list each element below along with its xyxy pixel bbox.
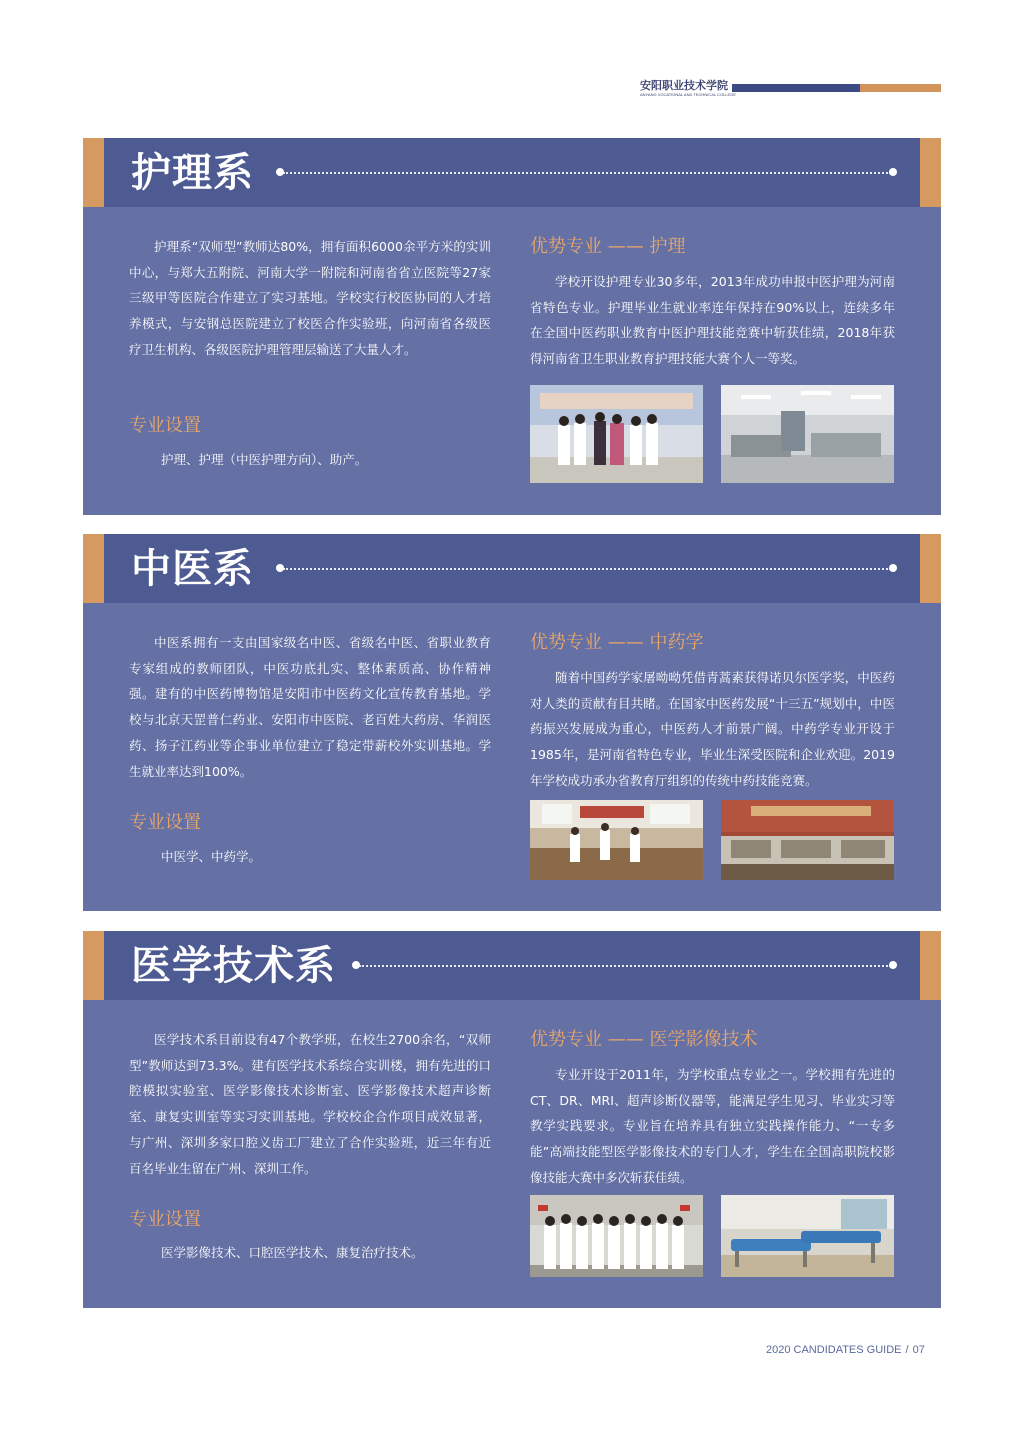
footer-guide-label: 2020 CANDIDATES GUIDE [766, 1344, 902, 1356]
feature-text: 学校开设护理专业30多年，2013年成功申报中医护理为河南省特色专业。护理毕业生就业率连年保持在90%以上，连续多年在全国中医药职业教育中医护理技能竞赛中斩获佳绩，2018年获得河南省卫生职业教育护理技能大赛个人一等奖。 [530, 274, 895, 367]
header-stripe-right [920, 138, 941, 207]
dotted-divider [359, 965, 891, 967]
feature-heading: 优势专业 —— 护理 [530, 236, 686, 257]
photo-tcm-lab [530, 800, 703, 880]
dotted-divider [283, 172, 891, 174]
divider-dot-end [889, 564, 897, 572]
section-tcm [83, 534, 941, 911]
divider-dot-start [276, 168, 284, 176]
section-intro: 护理系“双师型”教师达80%，拥有面积6000余平方米的实训中心，与郑大五附院、河南大学一附院和河南省省立医院等27家三级甲等医院合作建立了实习基地。学校实行校医协同的人才培养模式，与安钢总医院建立了校医合作实验班，向河南省各级医疗卫生机构、各级医院护理管理层输送了大量人才。 [129, 239, 491, 357]
photo-tcm-museum [721, 800, 894, 880]
feature-heading: 优势专业 —— 医学影像技术 [530, 1029, 758, 1050]
photo-medtech-students [530, 1195, 703, 1277]
dotted-divider [283, 568, 891, 570]
section-nursing [83, 138, 941, 515]
page-footer [766, 1343, 925, 1357]
photo-nursing-competition [530, 385, 703, 483]
school-name-en: ANYANG VOCATIONAL AND TECHNICAL COLLEGE [640, 92, 736, 97]
section-header [83, 534, 941, 603]
majors-heading: 专业设置 [129, 812, 201, 833]
majors-list: 护理、护理（中医护理方向）、助产。 [161, 452, 368, 467]
section-title: 护理系 [131, 150, 254, 196]
section-header [83, 138, 941, 207]
section-header [83, 931, 941, 1000]
section-intro: 中医系拥有一支由国家级名中医、省级名中医、省职业教育专家组成的教师团队，中医功底扎实、整体素质高、协作精神强。建有的中医药博物馆是安阳市中医药文化宣传教育基地。学校与北京天罡普仁药业、安阳市中医院、老百姓大药房、华润医药、扬子江药业等企事业单位建立了稳定带薪校外实训基地。学生就业率达到100%。 [129, 635, 491, 779]
feature-text: 随着中国药学家屠呦呦凭借青蒿素获得诺贝尔医学奖，中医药对人类的贡献有目共睹。在国家中医药发展“十三五”规划中，中医药振兴发展成为重心，中医药人才前景广阔。中药学专业开设于1985年，是河南省特色专业，毕业生深受医院和企业欢迎。2019年学校成功承办省教育厅组织的传统中药技能竞赛。 [530, 670, 895, 788]
feature-heading: 优势专业 —— 中药学 [530, 632, 704, 653]
header-stripe-right [920, 534, 941, 603]
header-stripe-left [83, 138, 104, 207]
header-stripe-left [83, 534, 104, 603]
section-medical-technology [83, 931, 941, 1308]
majors-list: 中医学、中药学。 [161, 849, 262, 864]
section-title: 医学技术系 [131, 943, 336, 989]
divider-dot-start [352, 961, 360, 969]
page-number: 07 [912, 1344, 925, 1356]
section-intro: 医学技术系目前设有47个教学班，在校生2700余名，“双师型”教师达到73.3%。建有医学技术系综合实训楼，拥有先进的口腔模拟实验室、医学影像技术诊断室、医学影像技术超声诊断室、康复实训室等实习实训基地。学校校企合作项目成效显著，与广州、深圳多家口腔义齿工厂建立了合作实验班，近三年有近百名毕业生留在广州、深圳工作。 [129, 1032, 491, 1176]
footer-separator: / [905, 1344, 909, 1356]
school-logo [640, 79, 736, 98]
divider-dot-start [276, 564, 284, 572]
photo-medtech-rehab-room [721, 1195, 894, 1277]
majors-heading: 专业设置 [129, 1209, 201, 1230]
header-accent-bar-blue [732, 84, 860, 92]
photo-nursing-ward [721, 385, 894, 483]
header-stripe-left [83, 931, 104, 1000]
header-accent-bar-orange [860, 84, 941, 92]
majors-list: 医学影像技术、口腔医学技术、康复治疗技术。 [161, 1245, 424, 1260]
school-name-cn: 安阳职业技术学院 [640, 79, 728, 92]
divider-dot-end [889, 961, 897, 969]
header-stripe-right [920, 931, 941, 1000]
feature-text: 专业开设于2011年，为学校重点专业之一。学校拥有先进的CT、DR、MRI、超声诊断仪器等，能满足学生见习、毕业实习等教学实践要求。专业旨在培养具有独立实践操作能力、“一专多能”高端技能型医学影像技术的专门人才，学生在全国高职院校影像技能大赛中多次斩获佳绩。 [530, 1067, 895, 1185]
section-title: 中医系 [131, 546, 254, 592]
majors-heading: 专业设置 [129, 415, 201, 436]
divider-dot-end [889, 168, 897, 176]
